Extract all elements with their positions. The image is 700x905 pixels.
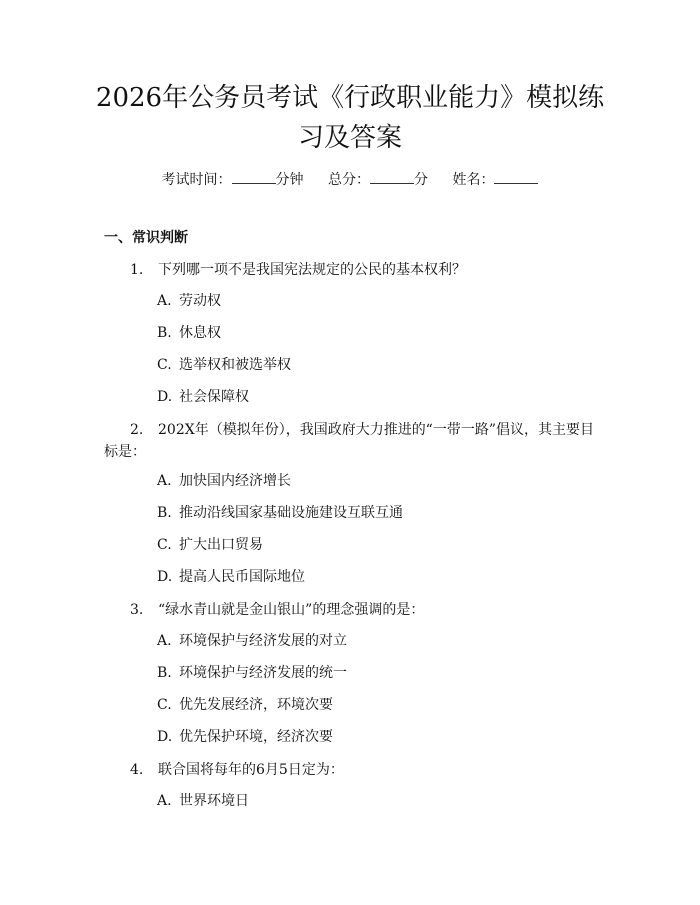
option-letter: C. <box>157 357 172 373</box>
option-2a[interactable] <box>157 472 291 490</box>
option-letter: B. <box>157 325 172 341</box>
option-4a[interactable] <box>157 792 249 810</box>
exam-time-field <box>162 171 304 189</box>
option-text: 世界环境日 <box>179 793 249 809</box>
total-score-label: 总分： <box>328 172 370 188</box>
option-text: 社会保障权 <box>179 389 249 405</box>
question-3 <box>104 599 594 621</box>
option-text: 优先保护环境，经济次要 <box>179 729 333 745</box>
total-score-unit: 分 <box>414 172 428 188</box>
question-2 <box>104 419 594 463</box>
question-1 <box>104 259 594 281</box>
option-text: 扩大出口贸易 <box>179 537 263 553</box>
option-text: 选举权和被选举权 <box>179 357 291 373</box>
option-2d[interactable] <box>157 568 305 586</box>
question-4 <box>104 759 594 781</box>
option-letter: C. <box>157 697 172 713</box>
exam-meta <box>0 171 700 189</box>
option-text: 休息权 <box>179 325 221 341</box>
option-1a[interactable] <box>157 292 221 310</box>
name-label: 姓名： <box>452 172 495 188</box>
question-text: “绿水青山就是金山银山”的理念强调的是： <box>158 602 425 618</box>
name-blank[interactable] <box>494 171 538 184</box>
option-letter: A. <box>157 633 172 649</box>
question-number: 4. <box>130 762 144 778</box>
option-letter: A. <box>157 293 172 309</box>
option-2b[interactable] <box>157 504 403 522</box>
total-score-field <box>328 171 428 189</box>
section-title: 一、常识判断 <box>104 230 188 246</box>
option-2c[interactable] <box>157 536 263 554</box>
option-text: 提高人民币国际地位 <box>179 569 305 585</box>
option-text: 环境保护与经济发展的对立 <box>179 633 347 649</box>
exam-time-unit: 分钟 <box>275 172 304 188</box>
name-field <box>452 171 538 189</box>
option-letter: A. <box>157 793 172 809</box>
option-letter: B. <box>157 665 172 681</box>
option-text: 推动沿线国家基础设施建设互联互通 <box>179 505 403 521</box>
option-text: 劳动权 <box>179 293 221 309</box>
question-text: 下列哪一项不是我国宪法规定的公民的基本权利？ <box>158 262 466 278</box>
option-text: 环境保护与经济发展的统一 <box>179 665 347 681</box>
option-letter: D. <box>157 569 173 585</box>
option-3a[interactable] <box>157 632 347 650</box>
option-1b[interactable] <box>157 324 221 342</box>
option-1c[interactable] <box>157 356 291 374</box>
exam-time-label: 考试时间： <box>161 172 232 188</box>
question-text: 202X年（模拟年份），我国政府大力推进的“一带一路”倡议，其主要目标是： <box>104 422 595 460</box>
question-number: 2. <box>130 422 144 438</box>
question-text: 联合国将每年的6月5日定为： <box>158 762 344 778</box>
document-title: 2026年公务员考试《行政职业能力》模拟练习及答案 <box>95 83 605 153</box>
total-score-blank[interactable] <box>370 171 414 184</box>
option-letter: D. <box>157 729 173 745</box>
option-letter: C. <box>157 537 172 553</box>
exam-time-blank[interactable] <box>232 171 276 184</box>
option-1d[interactable] <box>157 388 249 406</box>
option-3c[interactable] <box>157 696 333 714</box>
option-3b[interactable] <box>157 664 347 682</box>
option-letter: A. <box>157 473 172 489</box>
option-letter: B. <box>157 505 172 521</box>
question-number: 1. <box>130 262 144 278</box>
option-text: 加快国内经济增长 <box>179 473 291 489</box>
option-3d[interactable] <box>157 728 333 746</box>
option-letter: D. <box>157 389 173 405</box>
question-number: 3. <box>130 602 144 618</box>
option-text: 优先发展经济，环境次要 <box>179 697 333 713</box>
